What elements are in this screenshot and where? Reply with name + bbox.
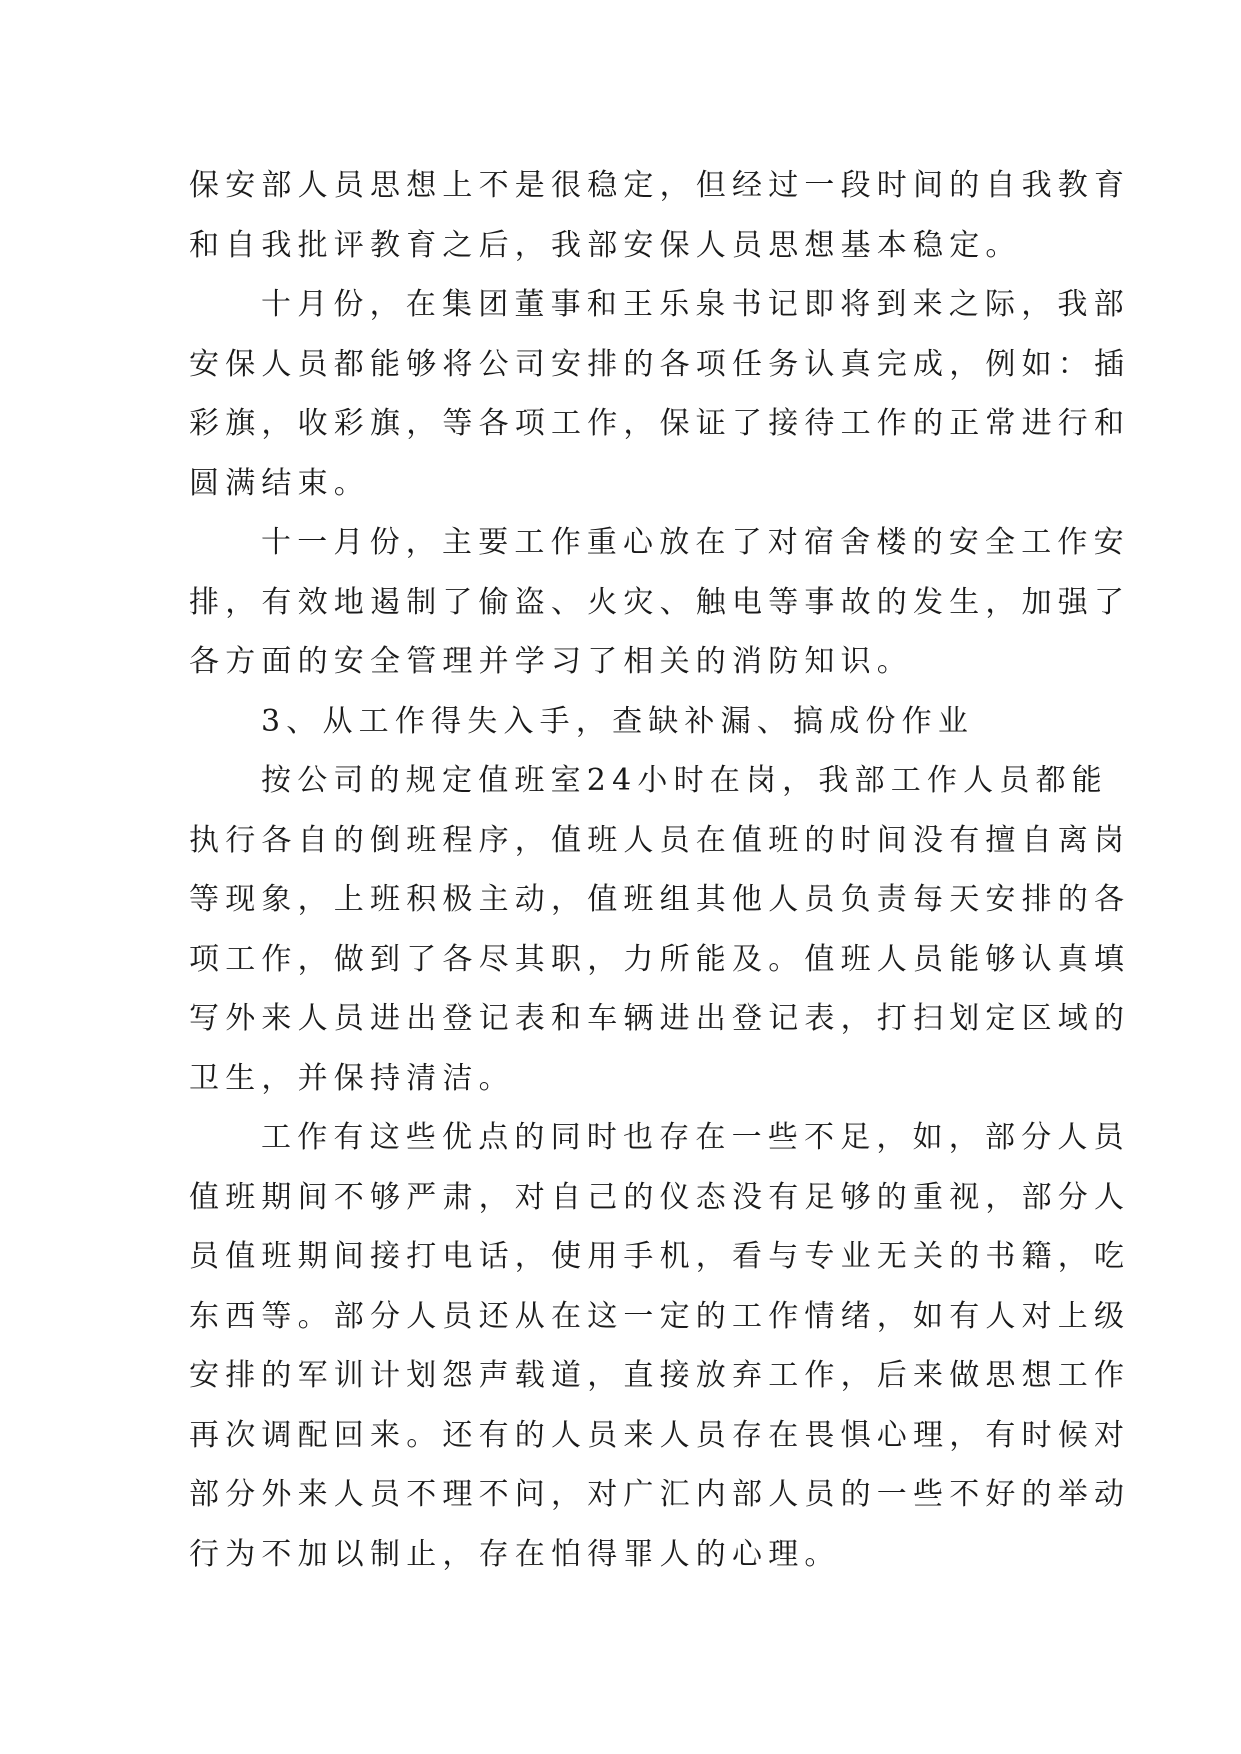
text-line: 排，有效地遏制了偷盗、火灾、触电等事故的发生，加强了 <box>189 584 1131 620</box>
text-line: 员值班期间接打电话，使用手机，看与专业无关的书籍，吃 <box>189 1239 1131 1274</box>
paragraph-first-line: 十月份，在集团董事和王乐泉书记即将到来之际，我部 <box>261 287 1130 322</box>
text-line: 各方面的安全管理并学习了相关的消防知识。 <box>189 644 913 679</box>
text-line: 项工作，做到了各尽其职，力所能及。值班人员能够认真填 <box>189 941 1131 977</box>
text-line: 彩旗，收彩旗，等各项工作，保证了接待工作的正常进行和 <box>189 406 1131 441</box>
text-line: 执行各自的倒班程序，值班人员在值班的时间没有擅自离岗 <box>189 822 1131 858</box>
document-body <box>189 156 1131 1584</box>
text-line: 安保人员都能够将公司安排的各项任务认真完成，例如：插 <box>189 346 1131 382</box>
paragraph-first-line: 十一月份，主要工作重心放在了对宿舍楼的安全工作安 <box>261 525 1130 560</box>
text-line: 安排的军训计划怨声载道，直接放弃工作，后来做思想工作 <box>189 1358 1131 1393</box>
section-heading: 3、从工作得失入手，查缺补漏、搞成份作业 <box>261 703 975 739</box>
text-line: 等现象，上班积极主动，值班组其他人员负责每天安排的各 <box>189 882 1131 917</box>
paragraph-first-line: 按公司的规定值班室24小时在岗，我部工作人员都能 <box>261 763 1108 798</box>
text-line: 保安部人员思想上不是很稳定，但经过一段时间的自我教育 <box>189 168 1131 203</box>
text-line: 卫生，并保持清洁。 <box>189 1060 515 1096</box>
text-line: 圆满结束。 <box>189 465 370 501</box>
text-line: 写外来人员进出登记表和车辆进出登记表，打扫划定区域的 <box>189 1001 1131 1036</box>
text-line: 值班期间不够严肃，对自己的仪态没有足够的重视，部分人 <box>189 1179 1131 1215</box>
paragraph-first-line: 工作有这些优点的同时也存在一些不足，如，部分人员 <box>261 1120 1130 1155</box>
text-line: 部分外来人员不理不问，对广汇内部人员的一些不好的举动 <box>189 1477 1131 1512</box>
text-line: 东西等。部分人员还从在这一定的工作情绪，如有人对上级 <box>189 1298 1131 1334</box>
text-line: 行为不加以制止，存在怕得罪人的心理。 <box>189 1536 841 1572</box>
text-line: 和自我批评教育之后，我部安保人员思想基本稳定。 <box>189 227 1022 263</box>
text-line: 再次调配回来。还有的人员来人员存在畏惧心理，有时候对 <box>189 1417 1131 1453</box>
